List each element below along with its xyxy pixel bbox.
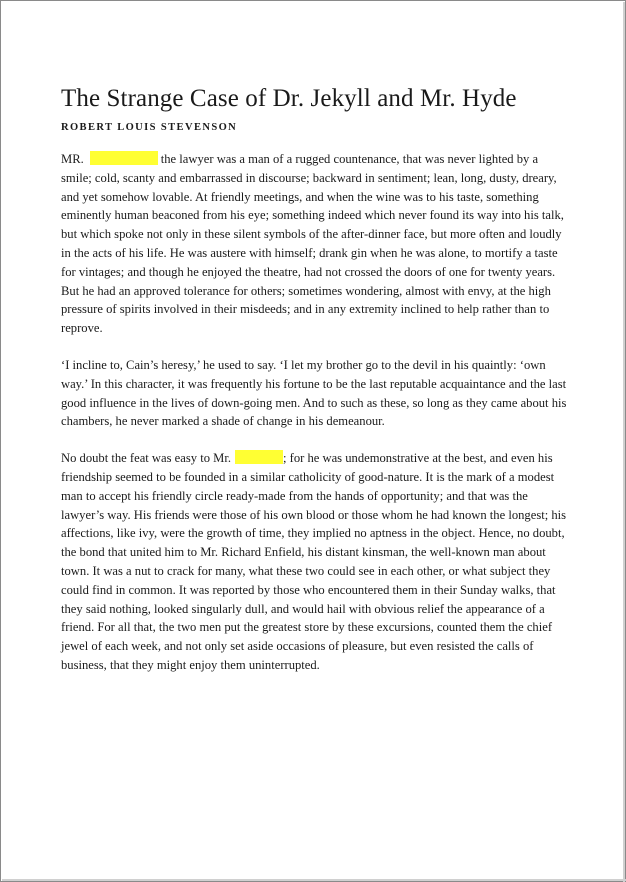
paragraph-2 <box>61 356 567 431</box>
paragraph-1-text: the lawyer was a man of a rugged countenance, that was never lighted by a smile; cold, scanty and embarrassed in discourse; backward in sentiment; lean, long, dusty, dreary, and yet somehow lovable. At friendly meetings, and when the wine was to his taste, something eminently human beaconed from his eye; something indeed which never found its way into his talk, but which spoke not only in these silent symbols of the after-dinner face, but more often and loudly in the acts of his life. He was austere with himself; drank gin when he was alone, to mortify a taste for vintages; and though he enjoyed the theatre, had not crossed the doors of one for twenty years. But he had an approved tolerance for others; sometimes wondering, almost with envy, at the high pressure of spirits involved in their misdeeds; and in any extremity inclined to help rather than to reprove. <box>61 152 564 336</box>
redaction-highlight <box>90 151 158 165</box>
document-body <box>61 150 567 675</box>
paragraph-2-text: ‘I incline to, Cain’s heresy,’ he used to say. ‘I let my brother go to the devil in his quaintly: ‘own way.’ In this character, it was frequently his fortune to be the last reputable acquaintance and the last good influence in the lives of down-going men. And to such as these, so long as they came about his chambers, he never marked a shade of change in his demeanour. <box>61 357 567 429</box>
document-title: The Strange Case of Dr. Jekyll and Mr. Hyde <box>61 85 517 112</box>
paragraph-3-text: ; for he was undemonstrative at the best, and even his friendship seemed to be founded in a similar catholicity of good-nature. It is the mark of a modest man to accept his friendly circle ready-made from the hands of opportunity; and that was the lawyer’s way. His friends were those of his own blood or those whom he had known the longest; his affections, like ivy, were the growth of time, they implied no aptness in the object. Hence, no doubt, the bond that united him to Mr. Richard Enfield, his distant kinsman, the well-known man about town. It was a nut to crack for many, what these two could see in each other, or what subject they could find in common. It was reported by those who encountered them in their Sunday walks, that they said nothing, looked singularly dull, and would hail with obvious relief the appearance of a friend. For all that, the two men put the greatest store by these excursions, counted them the chief jewel of each week, and not only set aside occasions of pleasure, but even resisted the calls of business, that they might enjoy them uninterrupted. <box>61 451 567 672</box>
redaction-highlight <box>235 450 283 464</box>
paragraph-3 <box>61 449 567 675</box>
paragraph-1-lead: MR. <box>61 152 84 166</box>
page-shadow-right <box>623 2 625 882</box>
paragraph-1 <box>61 150 567 338</box>
document-content <box>61 83 567 693</box>
paragraph-3-lead: No doubt the feat was easy to Mr. <box>61 451 231 466</box>
page-shadow-bottom <box>2 879 626 881</box>
document-author: ROBERT LOUIS STEVENSON <box>61 122 238 133</box>
